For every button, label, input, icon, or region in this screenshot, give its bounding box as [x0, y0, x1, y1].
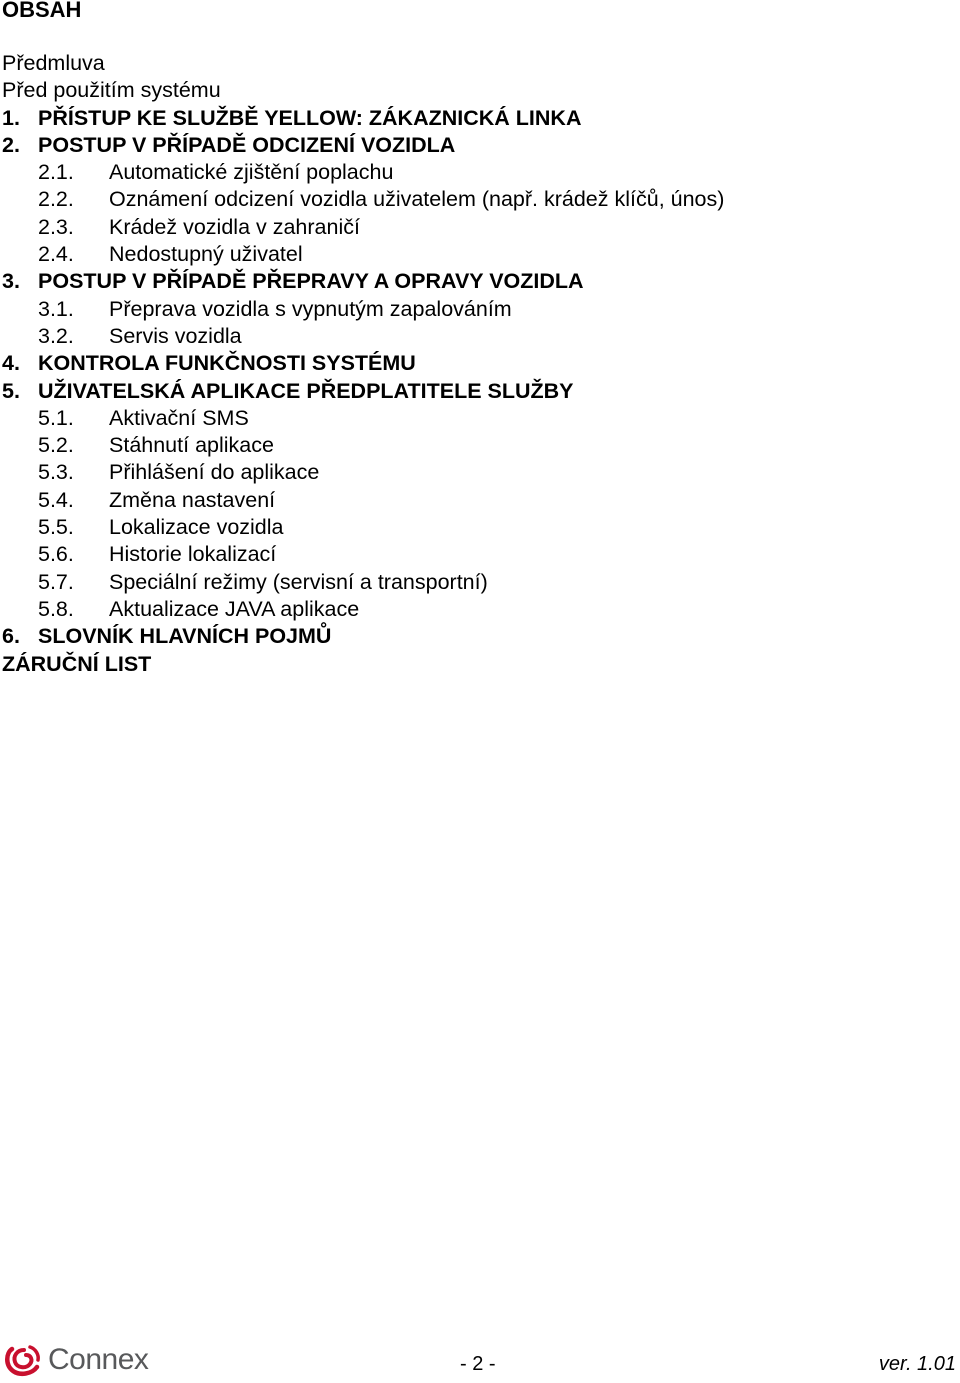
toc-entry-title: Přeprava vozidla s vypnutým zapalováním	[109, 296, 512, 321]
toc-entry-number: 4.	[2, 351, 20, 376]
toc-entry[interactable]	[2, 651, 942, 678]
toc-entry-number: 3.2.	[38, 323, 74, 348]
toc-entry-title: Nedostupný uživatel	[109, 242, 303, 267]
toc-entry[interactable]	[2, 241, 942, 268]
toc-entry[interactable]	[2, 268, 942, 295]
toc-entry-title: Před použitím systému	[2, 78, 221, 103]
toc-entry[interactable]	[2, 132, 942, 159]
toc-entry-title: Krádež vozidla v zahraničí	[109, 214, 360, 239]
toc-entry-title: PŘÍSTUP KE SLUŽBĚ YELLOW: ZÁKAZNICKÁ LINKA	[38, 105, 582, 130]
toc-entry-number: 6.	[2, 624, 20, 649]
toc-entry-title: Speciální režimy (servisní a transportní)	[109, 569, 488, 594]
toc-entry[interactable]	[2, 50, 942, 77]
toc-entry[interactable]	[2, 432, 942, 459]
toc-entry-number: 5.2.	[38, 433, 74, 458]
version-label: ver. 1.01	[878, 1353, 956, 1375]
toc-entry-title: Aktualizace JAVA aplikace	[109, 596, 360, 621]
toc-entry-title: Lokalizace vozidla	[109, 515, 284, 540]
toc-entry[interactable]	[2, 77, 942, 104]
toc-entry-title: Přihlášení do aplikace	[109, 460, 320, 485]
toc-entry[interactable]	[2, 350, 942, 377]
connex-swirl-icon	[4, 1343, 44, 1377]
toc-entry-number: 2.1.	[38, 160, 74, 185]
toc-entry-title: UŽIVATELSKÁ APLIKACE PŘEDPLATITELE SLUŽBY	[38, 378, 574, 403]
toc-entry-number: 2.4.	[38, 242, 74, 267]
toc-entry[interactable]	[2, 296, 942, 323]
toc-entry-title: Aktivační SMS	[109, 405, 249, 430]
toc-entry-number: 2.2.	[38, 187, 74, 212]
toc-entry-title: KONTROLA FUNKČNOSTI SYSTÉMU	[38, 351, 416, 376]
toc-entry[interactable]	[2, 623, 942, 650]
page-footer	[0, 1338, 960, 1383]
toc-entry[interactable]	[2, 541, 942, 568]
toc-entry-title: ZÁRUČNÍ LIST	[2, 651, 152, 676]
toc-entry-number: 2.3.	[38, 214, 74, 239]
toc-entry-number: 5.6.	[38, 542, 74, 567]
toc-entry-number: 5.7.	[38, 569, 74, 594]
toc-entry-number: 5.3.	[38, 460, 74, 485]
table-of-contents	[2, 50, 942, 678]
toc-entry[interactable]	[2, 214, 942, 241]
toc-entry-title: POSTUP V PŘÍPADĚ ODCIZENÍ VOZIDLA	[38, 132, 456, 157]
toc-entry-number: 5.8.	[38, 596, 74, 621]
toc-entry-title: Servis vozidla	[109, 323, 242, 348]
toc-entry-number: 1.	[2, 105, 20, 130]
toc-entry-title: Změna nastavení	[109, 487, 276, 512]
toc-entry-number: 5.5.	[38, 515, 74, 540]
toc-entry-number: 5.4.	[38, 487, 74, 512]
toc-entry[interactable]	[2, 323, 942, 350]
toc-entry[interactable]	[2, 405, 942, 432]
logo-text: Connex	[48, 1343, 149, 1376]
toc-entry-number: 5.1.	[38, 405, 74, 430]
toc-entry[interactable]	[2, 159, 942, 186]
toc-entry[interactable]	[2, 105, 942, 132]
toc-entry-title: SLOVNÍK HLAVNÍCH POJMŮ	[38, 624, 332, 649]
toc-entry-title: POSTUP V PŘÍPADĚ PŘEPRAVY A OPRAVY VOZIDLA	[38, 269, 584, 294]
toc-entry-title: Stáhnutí aplikace	[109, 433, 274, 458]
toc-entry[interactable]	[2, 459, 942, 486]
toc-entry[interactable]	[2, 487, 942, 514]
toc-entry-number: 2.	[2, 132, 20, 157]
toc-entry-title: Historie lokalizací	[109, 542, 277, 567]
toc-entry-number: 5.	[2, 378, 20, 403]
toc-entry-number: 3.	[2, 269, 20, 294]
toc-entry-title: Předmluva	[2, 51, 105, 75]
toc-entry[interactable]	[2, 378, 942, 405]
toc-entry-title: Oznámení odcizení vozidla uživatelem (např. krádež klíčů, únos)	[109, 187, 725, 212]
toc-entry[interactable]	[2, 514, 942, 541]
toc-entry-number: 3.1.	[38, 296, 74, 321]
toc-entry[interactable]	[2, 569, 942, 596]
toc-entry[interactable]	[2, 596, 942, 623]
connex-logo	[4, 1342, 148, 1378]
toc-entry-title: Automatické zjištění poplachu	[109, 160, 394, 185]
page-number: - 2 -	[460, 1353, 496, 1375]
page-title: OBSAH	[2, 0, 82, 22]
toc-entry[interactable]	[2, 186, 942, 213]
